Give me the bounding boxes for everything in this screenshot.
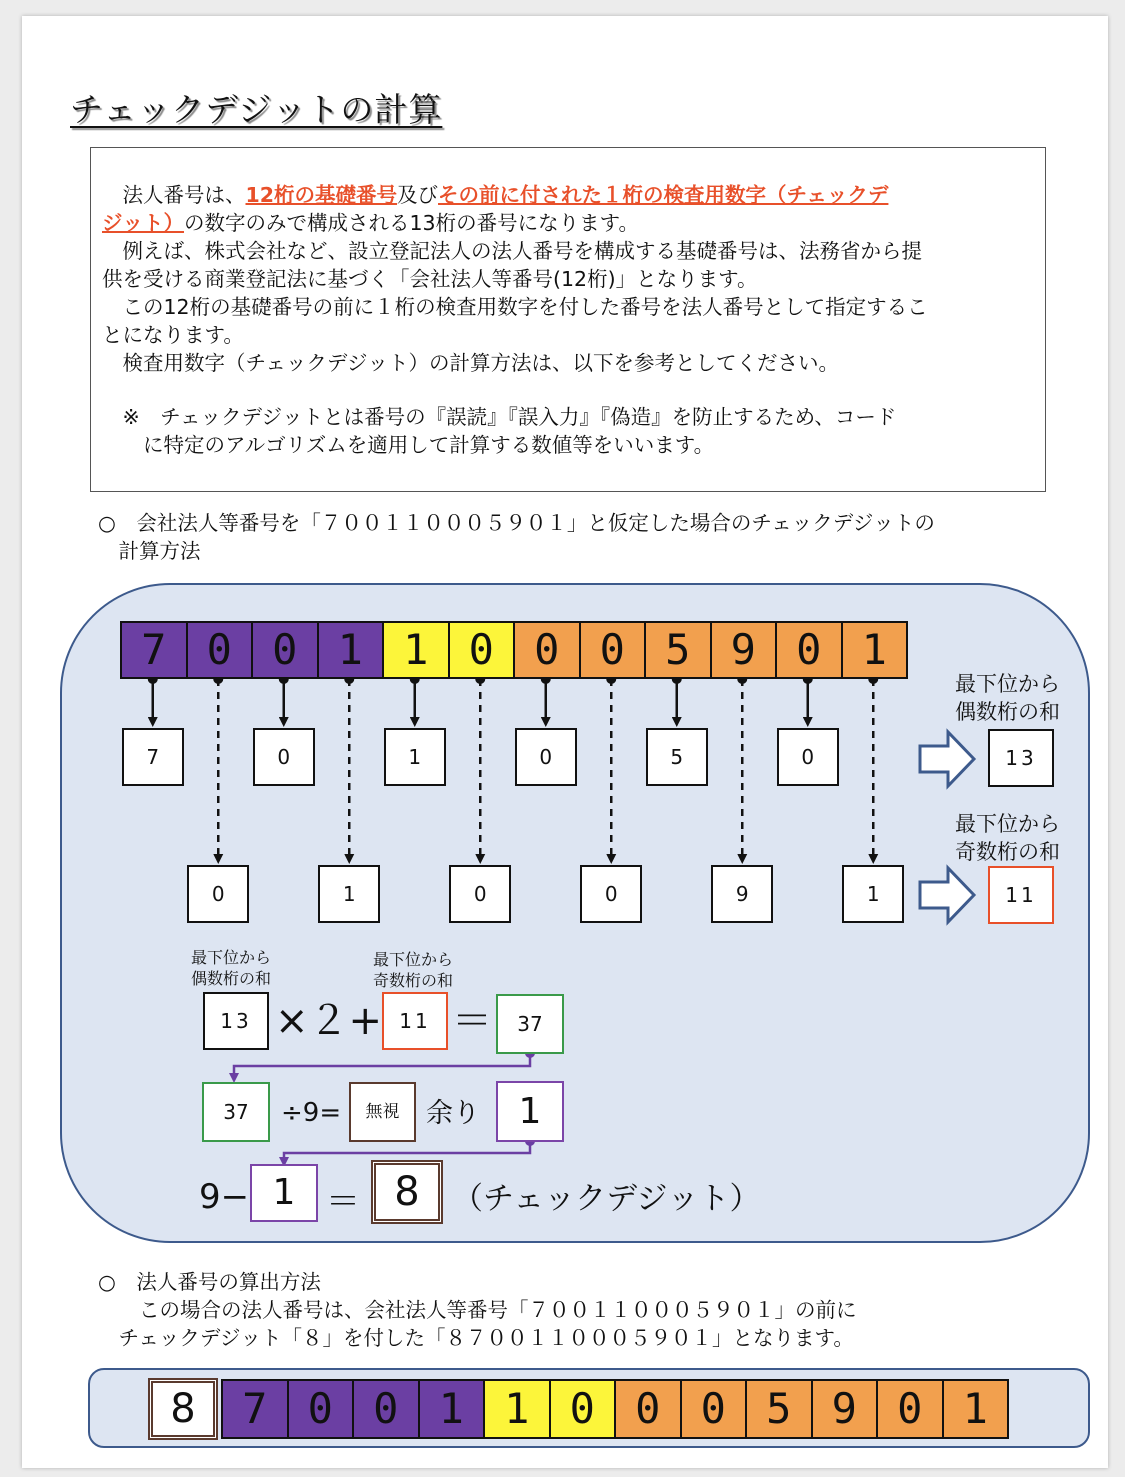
even-value-box: 1 [384,728,446,786]
final-digit-cell: 0 [680,1379,748,1439]
check-digit-label: （チェックデジット） [452,1181,761,1217]
even-value-box: 0 [253,728,315,786]
intro-line-3: 例えば、株式会社など、設立登記法人の法人番号を構成する基礎番号は、法務省から提 [102,239,922,263]
remainder-box: 1 [496,1081,564,1142]
digit-cell: 0 [251,621,319,679]
note-line-2: に特定のアルゴリズムを適用して計算する数値等をいいます。 [102,433,715,457]
digit-cell: 0 [775,621,843,679]
odd-value-box: 0 [580,865,642,923]
ignore-box: 無視 [349,1082,416,1142]
intro-line-6: とになります。 [102,323,244,347]
check-digit-box: 8 [371,1160,443,1224]
even-sum-box: 13 [988,729,1054,787]
digit-cell: 1 [841,621,909,679]
odd-sum-arrow-icon [920,868,974,922]
odd-value-box: 1 [318,865,380,923]
intro-line-4: 供を受ける商業登記法に基づく「会社法人等番号(12桁)」となります。 [102,267,758,291]
intro-line-1: 法人番号は、12桁の基礎番号及びその前に付された１桁の検査用数字（チェックデ [102,183,889,207]
final-digit-cell: 7 [221,1379,289,1439]
final-digit-cell: 5 [745,1379,813,1439]
intro-line-5: この12桁の基礎番号の前に１桁の検査用数字を付した番号を法人番号として指定するこ [102,295,928,319]
even-value-box: 7 [122,728,184,786]
calc-odd-label: 最下位から 奇数桁の和 [373,950,454,990]
final-digit-cell: 0 [287,1379,355,1439]
even-value-box: 5 [646,728,708,786]
digit-cell: 0 [448,621,516,679]
final-digit-cell: 0 [549,1379,617,1439]
final-digit-cell: 9 [811,1379,879,1439]
calc-even-sum-box: 13 [203,992,269,1050]
equals-text-2: ＝ [326,1182,360,1222]
odd-value-box: 0 [187,865,249,923]
final-digit-cell: 1 [418,1379,486,1439]
note-line-1: ※ チェックデジットとは番号の『誤読』『誤入力』『偽造』を防止するため、コード [102,405,897,429]
section2-line-3: チェックデジット「８」を付した「８７００１１０００５９０１」となります。 [98,1326,854,1350]
even-sum-label: 最下位から 偶数桁の和 [955,672,1060,724]
odd-value-box: 0 [449,865,511,923]
digit-cell: 5 [644,621,712,679]
odd-sum-box: 11 [988,866,1054,924]
equals-text: ＝ [452,998,492,1044]
digit-cell: 9 [710,621,778,679]
intro-line-2: ジット）の数字のみで構成される13桁の番号になります。 [102,211,639,235]
nine-minus-text: 9− [199,1177,250,1217]
total-box: 37 [496,994,564,1054]
digit-cell: 0 [513,621,581,679]
final-digit-cell: 0 [614,1379,682,1439]
odd-value-box: 9 [711,865,773,923]
calc-odd-sum-box: 11 [382,992,448,1050]
total-box-2: 37 [202,1082,270,1142]
remainder-label: 余り [426,1098,480,1129]
digit-cell: 0 [579,621,647,679]
section2-line-2: この場合の法人番号は、会社法人等番号「７００１１０００５９０１」の前に [98,1298,857,1322]
final-digit-cell: 0 [876,1379,944,1439]
final-digit-cell: 1 [942,1379,1010,1439]
final-digit-cell: 0 [352,1379,420,1439]
section1-line-2: 計算方法 [98,539,201,563]
section2-line-1: ○ 法人番号の算出方法 [98,1270,321,1294]
odd-sum-label: 最下位から 奇数桁の和 [955,812,1060,864]
calc-even-label: 最下位から 偶数桁の和 [191,948,272,988]
digit-cell: 1 [382,621,450,679]
even-sum-arrow-icon [920,732,974,786]
digit-cell: 7 [120,621,188,679]
digit-cell: 1 [317,621,385,679]
remainder-box-2: 1 [250,1164,318,1222]
even-value-box: 0 [777,728,839,786]
section1-line-1: ○ 会社法人等番号を「７００１１０００５９０１」と仮定した場合のチェックデジットの [98,511,935,535]
final-check-digit-box: 8 [148,1378,218,1440]
final-digit-cell: 1 [483,1379,551,1439]
times-two-plus-text: ×２+ [275,998,383,1044]
intro-line-7: 検査用数字（チェックデジット）の計算方法は、以下を参考としてください。 [102,351,839,375]
page-title: チェックデジットの計算 [70,90,443,129]
odd-value-box: 1 [842,865,904,923]
divide-nine-text: ÷9= [281,1098,342,1128]
digit-cell: 0 [186,621,254,679]
even-value-box: 0 [515,728,577,786]
